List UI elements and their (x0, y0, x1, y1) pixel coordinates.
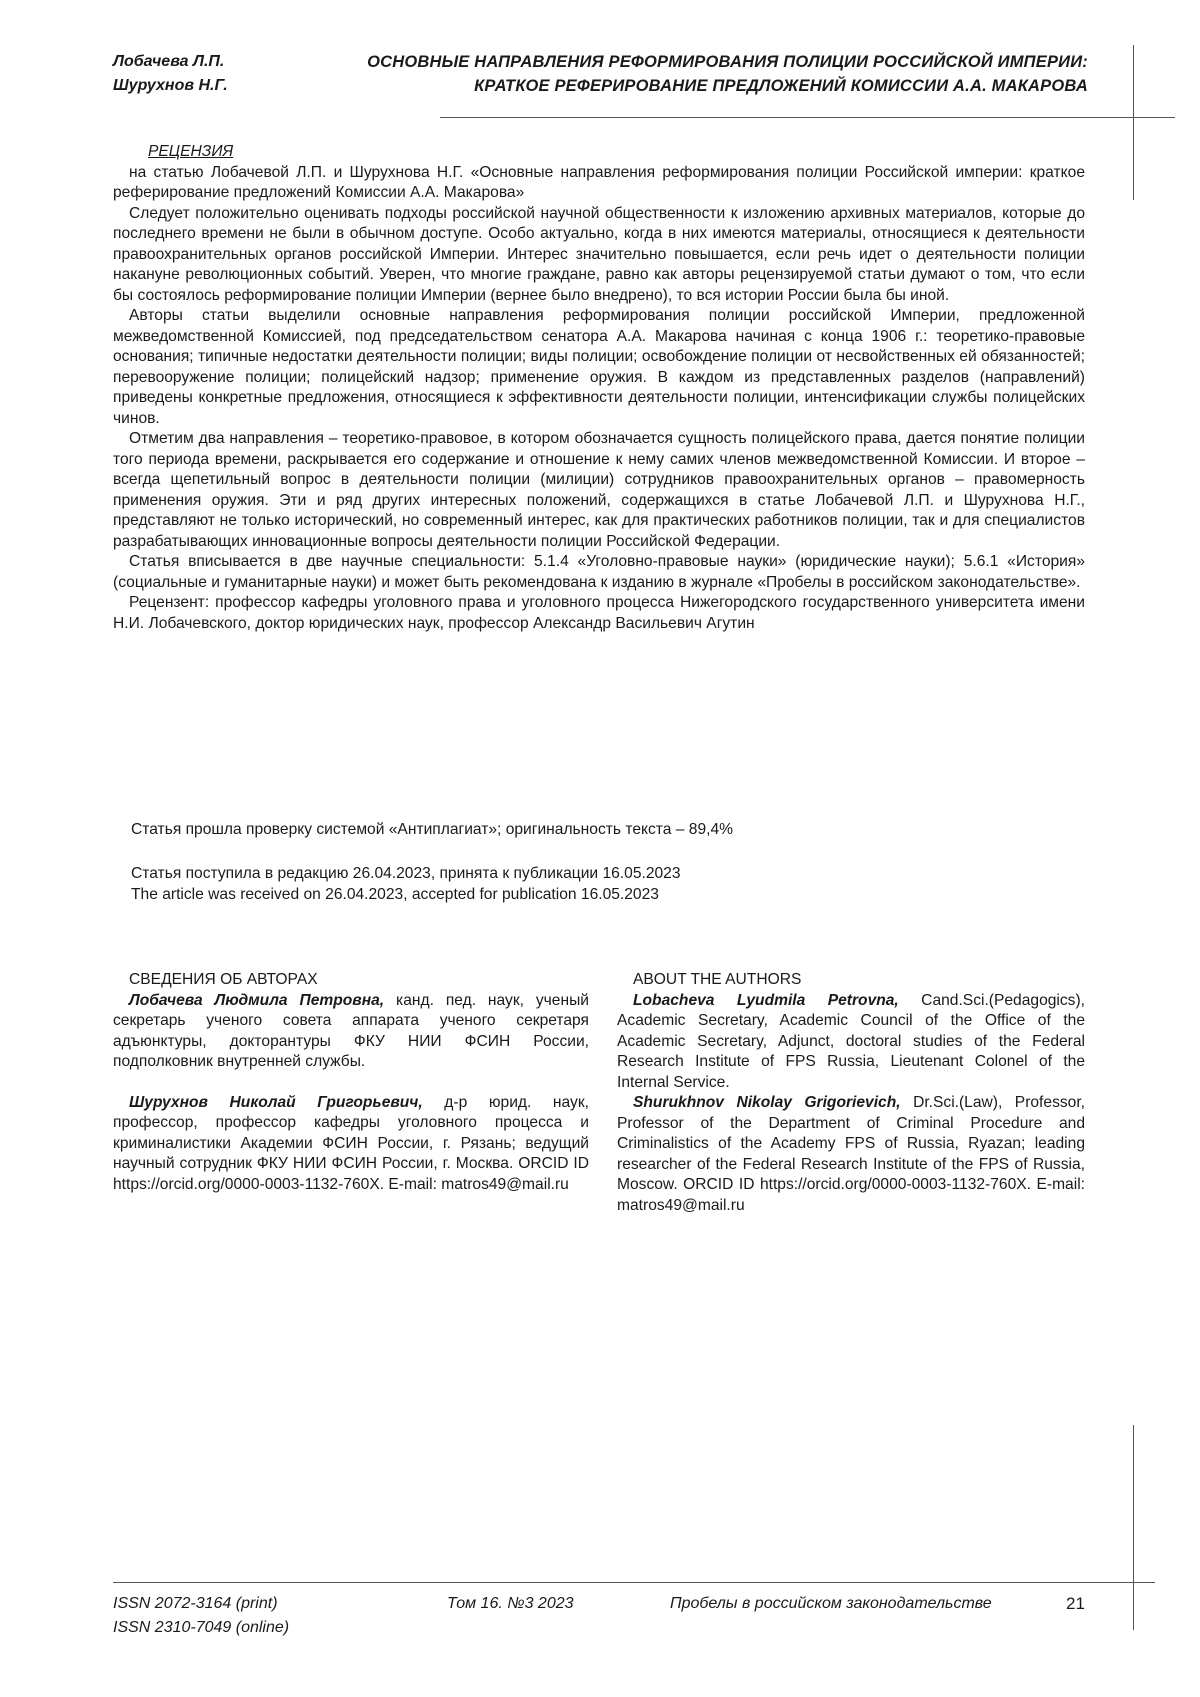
authors-ru (113, 970, 589, 1195)
author-name: Lobacheva Lyudmila Petrovna, (633, 992, 899, 1009)
received-note-en: The article was received on 26.04.2023, accepted for publication 16.05.2023 (131, 885, 659, 906)
authors-en-heading: ABOUT THE AUTHORS (617, 970, 1085, 991)
review-paragraph: Отметим два направления – теоретико-правовое, в котором обозначается сущность полицейского права, дается понятие полиции того периода времени, раскрывается его содержание и отношение к нему самих членов межведомственной Комиссии. И второе – всегда щепетильный вопрос в деятельности полиции (милиции) сотрудников правоохранительных органов – правомерность применения оружия. Эти и ряд других интересных положений, содержащихся в статье Лобачевой Л.П. и Шурухнова Н.Г., представляют не только исторический, но современный интерес, как для практических работников полиции, так и для специалистов разрабатывающих инновационные вопросы деятельности полиции Российской Федерации. (113, 429, 1085, 552)
page-number: 21 (1066, 1592, 1085, 1616)
author-entry (113, 991, 589, 1073)
header-title (367, 50, 1088, 98)
footer-horizontal-rule (113, 1582, 1155, 1583)
header-author: Лобачева Л.П. (113, 50, 228, 74)
review-paragraph: Следует положительно оценивать подходы российской научной общественности к изложению архивных материалов, которые до последнего времени не были в обычном доступе. Особо актуально, когда в них имеются материалы, относящиеся к деятельности правоохранительных органов российской Империи. Интерес значительно повышается, если речь идет о деятельности полиции накануне революционных событий. Уверен, что многие граждане, равно как авторы рецензируемой статьи думают о том, что если бы состоялось реформирование полиции Империи (вернее было внедрено), то вся истории России была бы иной. (113, 204, 1085, 307)
footer-vertical-rule (1133, 1425, 1134, 1630)
footer-issn (113, 1592, 289, 1640)
received-note-ru: Статья поступила в редакцию 26.04.2023, принята к публикации 16.05.2023 (131, 864, 681, 885)
header-horizontal-rule (440, 117, 1175, 118)
author-name: Shurukhnov Nikolay Grigorievich, (633, 1094, 901, 1111)
review-body (113, 142, 1085, 634)
header-authors (113, 50, 228, 98)
antiplagiat-note: Статья прошла проверку системой «Антиплагиат»; оригинальность текста – 89,4% (131, 820, 733, 841)
review-paragraph: Статья вписывается в две научные специальности: 5.1.4 «Уголовно-правовые науки» (юридические науки); 5.6.1 «История» (социальные и гуманитарные науки) и может быть рекомендована к изданию в журнале «Пробелы в российском законодательстве». (113, 552, 1085, 593)
review-paragraph: Авторы статьи выделили основные направления реформирования полиции российской Империи, предложенной межведомственной Комиссией, под председательством сенатора А.А. Макарова начиная с конца 1906 г.: теоретико-правовые основания; типичные недостатки деятельности полиции; виды полиции; освобождение полиции от несвойственных ей обязанностей; перевооружение полиции; полицейский надзор; применение оружия. В каждом из представленных разделов (направлений) приведены конкретные предложения, относящиеся к эффективности деятельности полиции, интенсификации службы полицейских чинов. (113, 306, 1085, 429)
authors-ru-heading: СВЕДЕНИЯ ОБ АВТОРАХ (113, 970, 589, 991)
author-info: канд. пед. наук, ученый секретарь ученого совета аппарата ученого секретаря адъюнктуры, докторантуры ФКУ НИИ ФСИН России, подполковник внутренней службы. (113, 992, 589, 1071)
author-name: Шурухнов Николай Григорьевич, (129, 1094, 423, 1111)
author-info: Dr.Sci.(Law), Professor, Professor of the Department of Criminal Procedure and Criminalistics of the Academy FPS of Russia, Ryazan; leading researcher of the Federal Research Institute of the FPS of Russia, Moscow. ORCID ID https://orcid.org/0000-0003-1132-760X. E-mail: matros49@mail.ru (617, 1094, 1085, 1214)
author-info: Cand.Sci.(Pedagogics), Academic Secretary, Academic Council of the Office of the Academic Secretary, Adjunct, doctoral studies of the Federal Research Institute of FPS Russia, Lieutenant Colonel of the Internal Service. (617, 992, 1085, 1091)
header-title-line: ОСНОВНЫЕ НАПРАВЛЕНИЯ РЕФОРМИРОВАНИЯ ПОЛИЦИИ РОССИЙСКОЙ ИМПЕРИИ: (367, 50, 1088, 74)
issn-online: ISSN 2310-7049 (online) (113, 1616, 289, 1640)
review-heading: РЕЦЕНЗИЯ (148, 142, 1085, 163)
review-paragraph: Рецензент: профессор кафедры уголовного права и уголовного процесса Нижегородского государственного университета имени Н.И. Лобачевского, доктор юридических наук, профессор Александр Васильевич Агутин (113, 593, 1085, 634)
header-author: Шурухнов Н.Г. (113, 74, 228, 98)
header-title-line: КРАТКОЕ РЕФЕРИРОВАНИЕ ПРЕДЛОЖЕНИЙ КОМИССИИ А.А. МАКАРОВА (367, 74, 1088, 98)
author-entry (617, 1093, 1085, 1216)
author-entry (113, 1093, 589, 1196)
issn-print: ISSN 2072-3164 (print) (113, 1592, 289, 1616)
author-entry (617, 991, 1085, 1094)
page (0, 0, 1200, 1697)
author-name: Лобачева Людмила Петровна, (129, 992, 384, 1009)
author-info: д-р юрид. наук, профессор, профессор кафедры уголовного процесса и криминалистики Академии ФСИН России, г. Рязань; ведущий научный сотрудник ФКУ НИИ ФСИН России, г. Москва. ORCID ID https://orcid.org/0000-0003-1132-760X. E-mail: matros49@mail.ru (113, 1094, 589, 1193)
authors-en (617, 970, 1085, 1216)
review-paragraph: на статью Лобачевой Л.П. и Шурухнова Н.Г. «Основные направления реформирования полиции Российской империи: краткое реферирование предложений Комиссии А.А. Макарова» (113, 163, 1085, 204)
header-vertical-rule (1133, 45, 1134, 200)
footer-volume: Том 16. №3 2023 (447, 1592, 574, 1616)
footer-journal: Пробелы в российском законодательстве (670, 1592, 992, 1616)
